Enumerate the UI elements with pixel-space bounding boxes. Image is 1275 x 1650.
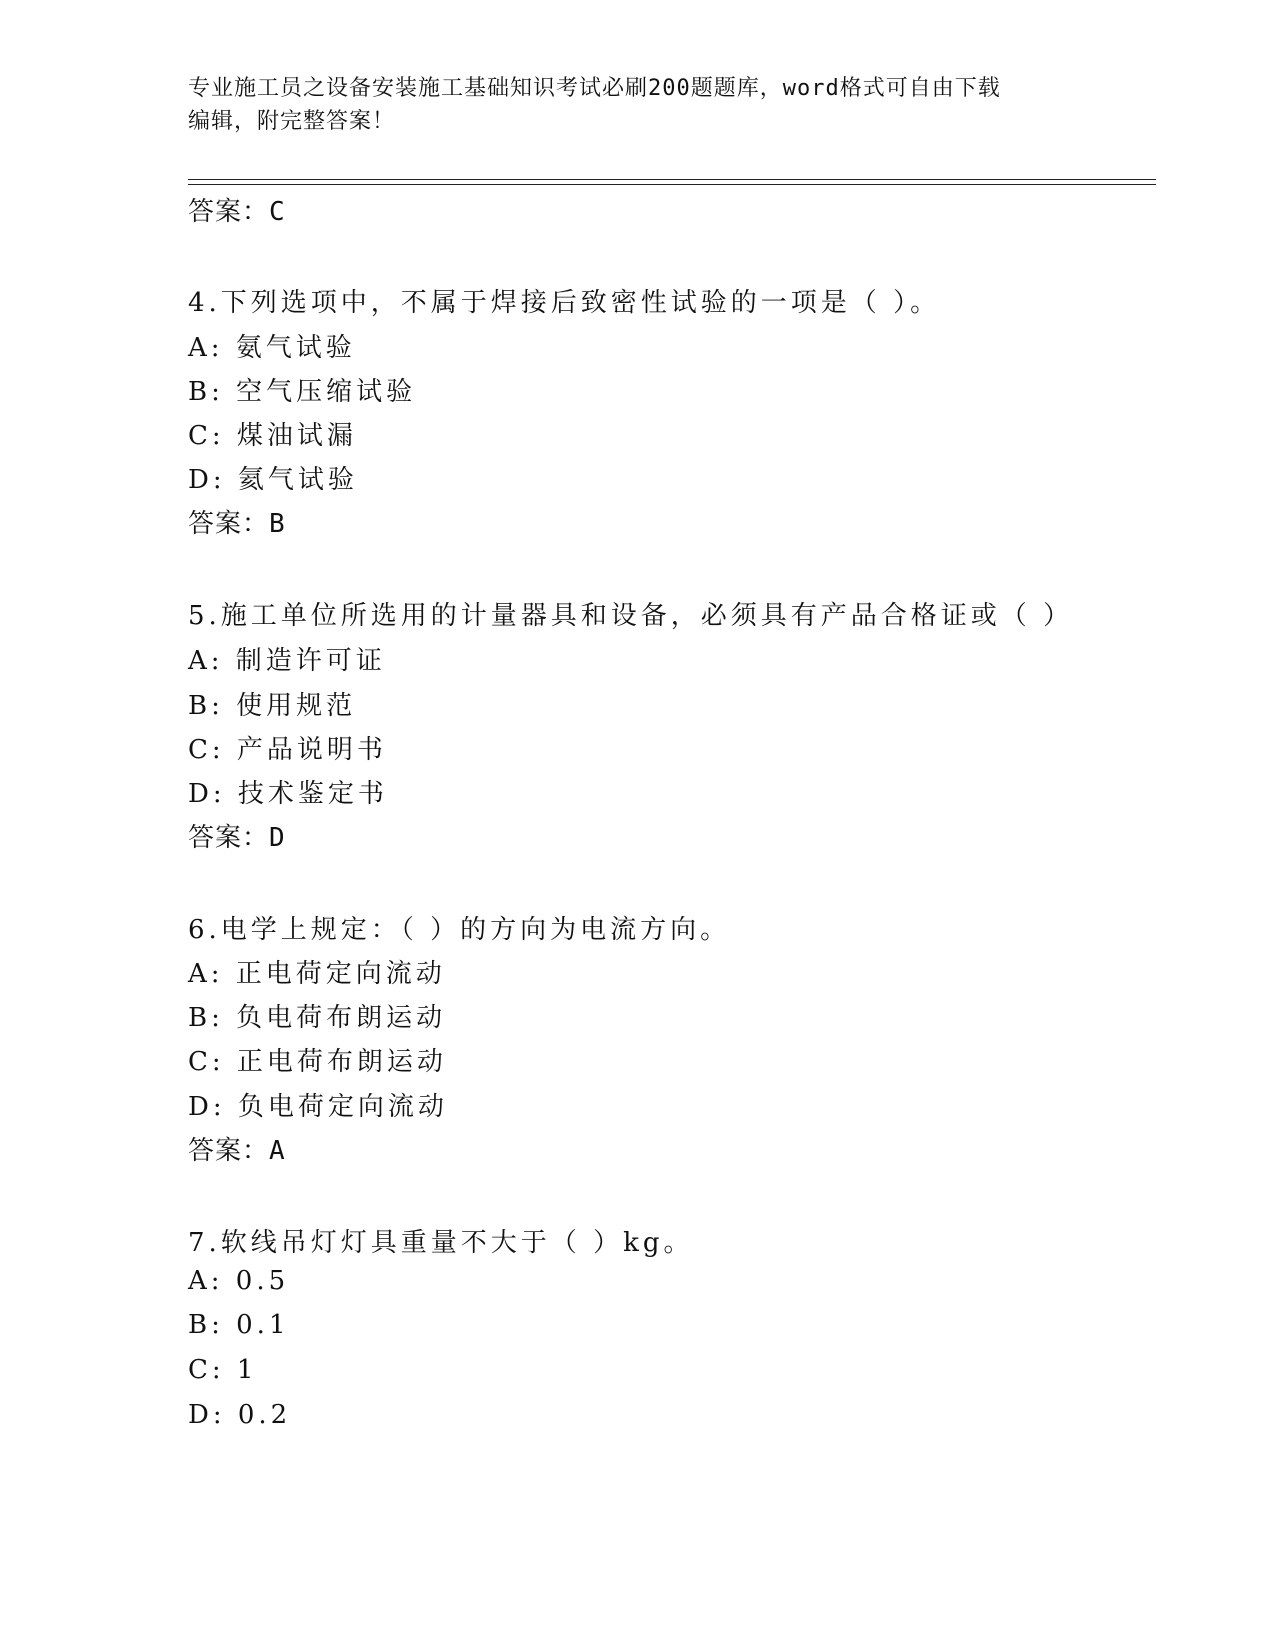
option-c: C: 1 (188, 1355, 258, 1385)
header-line-1: 专业施工员之设备安装施工基础知识考试必刷200题题库，word格式可自由下载 (188, 76, 1001, 101)
option-a: A: 0.5 (188, 1266, 290, 1296)
answer-line: 答案：B (188, 509, 286, 539)
option-a: A: 制造许可证 (188, 646, 386, 676)
option-d: D: 技术鉴定书 (188, 779, 388, 809)
option-d: D: 氦气试验 (188, 465, 358, 495)
question-stem: 6.电学上规定：（ ）的方向为电流方向。 (188, 915, 731, 945)
option-b: B: 空气压缩试验 (188, 377, 417, 407)
option-b: B: 负电荷布朗运动 (188, 1003, 447, 1033)
option-c: C: 正电荷布朗运动 (188, 1047, 447, 1077)
document-header (188, 72, 1068, 138)
option-d: D: 0.2 (188, 1400, 292, 1430)
option-c: C: 产品说明书 (188, 735, 387, 765)
question-stem: 7.软线吊灯灯具重量不大于（ ）kg。 (188, 1228, 694, 1258)
option-a: A: 正电荷定向流动 (188, 959, 446, 989)
option-d: D: 负电荷定向流动 (188, 1092, 448, 1122)
option-a: A: 氨气试验 (188, 333, 356, 363)
option-b: B: 使用规范 (188, 691, 357, 721)
option-b: B: 0.1 (188, 1310, 290, 1340)
answer-line: 答案：A (188, 1136, 286, 1166)
header-divider (188, 179, 1156, 185)
question-stem: 4.下列选项中，不属于焊接后致密性试验的一项是（ ）。 (188, 288, 941, 318)
option-c: C: 煤油试漏 (188, 421, 357, 451)
answer-line: 答案：D (188, 823, 286, 853)
header-line-2: 编辑，附完整答案！ (188, 109, 396, 134)
question-stem: 5.施工单位所选用的计量器具和设备，必须具有产品合格证或（ ） (188, 601, 1074, 631)
answer-line: 答案：C (188, 197, 286, 227)
